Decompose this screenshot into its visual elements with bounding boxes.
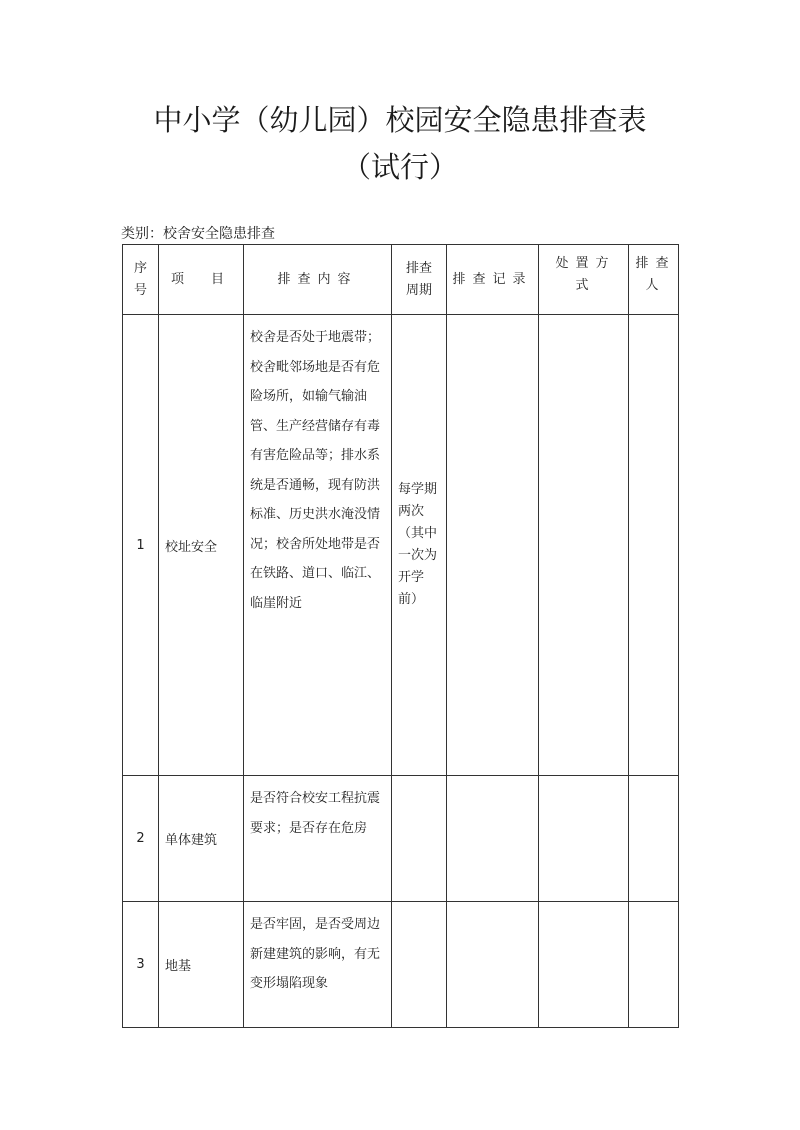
- inspection-table: [122, 244, 679, 1028]
- row-period: [392, 776, 447, 902]
- page-title: 中小学（幼儿园）校园安全隐患排查表: [153, 103, 647, 137]
- row-seq: 3: [123, 902, 159, 1028]
- row-period: [392, 902, 447, 1028]
- table-row: [123, 315, 679, 776]
- row-record-cell: [447, 315, 539, 776]
- header-period: 排查周期: [392, 245, 447, 315]
- page-subtitle: （试行）: [341, 150, 458, 184]
- table-row: [123, 776, 679, 902]
- row-inspector-cell: [629, 776, 679, 902]
- table-header-row: [123, 245, 679, 315]
- row-seq: 1: [123, 315, 159, 776]
- header-disposal: 处置方式: [539, 245, 629, 315]
- header-inspector: 排查人: [629, 245, 679, 315]
- row-item: 单体建筑: [159, 776, 244, 902]
- row-disposal-cell: [539, 902, 629, 1028]
- row-seq: 2: [123, 776, 159, 902]
- row-disposal-cell: [539, 315, 629, 776]
- row-inspector-cell: [629, 315, 679, 776]
- row-item: 地基: [159, 902, 244, 1028]
- header-item: 项 目: [159, 245, 244, 315]
- header-record: 排查记录: [447, 245, 539, 315]
- row-record-cell: [447, 776, 539, 902]
- header-content: 排查内容: [244, 245, 392, 315]
- table-row: [123, 902, 679, 1028]
- row-inspector-cell: [629, 902, 679, 1028]
- row-content: 是否牢固，是否受周边新建建筑的影响，有无变形塌陷现象: [244, 902, 392, 1028]
- row-disposal-cell: [539, 776, 629, 902]
- header-seq: 序号: [123, 245, 159, 315]
- row-record-cell: [447, 902, 539, 1028]
- category-label: 类别：校舍安全隐患排查: [121, 226, 275, 242]
- row-content: 是否符合校安工程抗震要求；是否存在危房: [244, 776, 392, 902]
- row-content: 校舍是否处于地震带；校舍毗邻场地是否有危险场所，如输气输油管、生产经营储存有毒有害危险品等；排水系统是否通畅，现有防洪标准、历史洪水淹没情况；校舍所处地带是否在铁路、道口、临江、临崖附近: [244, 315, 392, 776]
- row-item: 校址安全: [159, 315, 244, 776]
- row-period: 每学期两次（其中一次为开学前）: [392, 315, 447, 776]
